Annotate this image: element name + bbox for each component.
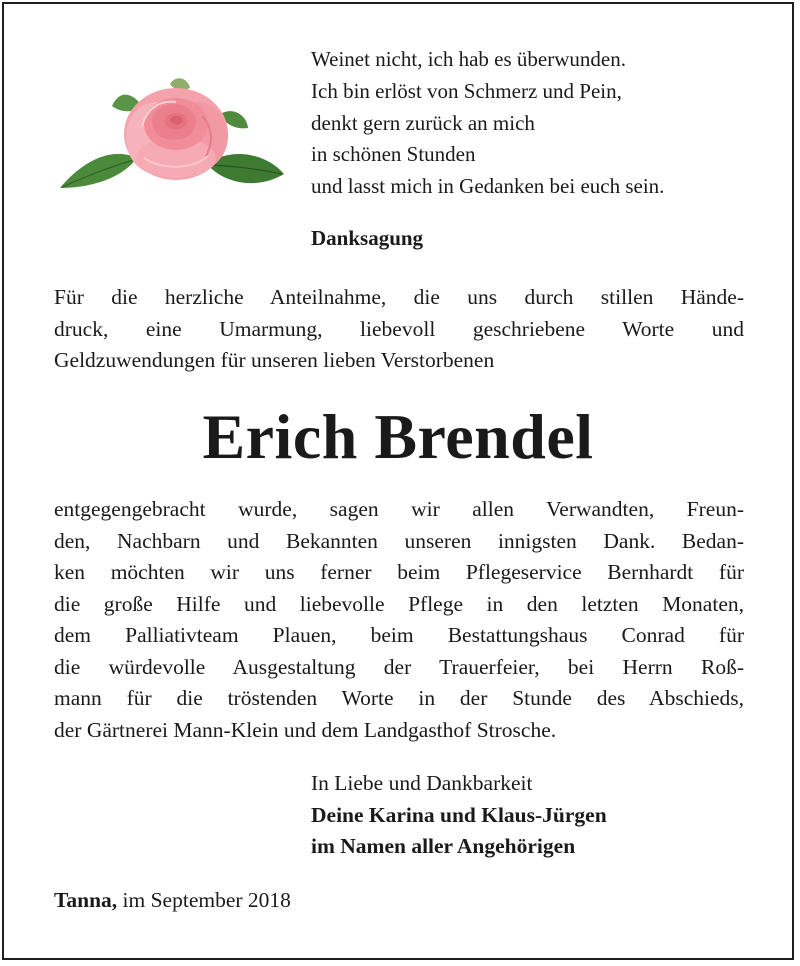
body-paragraph	[54, 494, 744, 746]
signatories: Deine Karina und Klaus-Jürgen	[311, 802, 607, 827]
body-line: der Gärtnerei Mann-Klein und dem Landgasthof Strosche.	[54, 717, 557, 742]
body-line: dem Palliativteam Plauen, beim Bestattungshaus Conrad für	[54, 623, 744, 647]
poem	[311, 44, 664, 203]
closing-line: In Liebe und Dankbarkeit	[311, 771, 533, 795]
signatories-subline: im Namen aller Angehörigen	[311, 834, 576, 858]
intro-paragraph	[54, 282, 744, 377]
place-date	[54, 888, 291, 913]
poem-line: denkt gern zurück an mich	[311, 110, 535, 135]
poem-line: und lasst mich in Gedanken bei euch sein.	[311, 174, 665, 199]
body-line: ken möchten wir uns ferner beim Pflegeservice Bernhardt für	[54, 560, 744, 584]
deceased-name: Erich Brendel	[202, 401, 594, 472]
rose-icon	[52, 66, 292, 196]
body-line: den, Nachbarn und Bekannten unseren innigsten Dank. Bedan-	[54, 528, 744, 553]
heading-danksagung: Danksagung	[311, 226, 424, 250]
place-town: Tanna,	[54, 888, 118, 912]
body-line: mann für die tröstenden Worte in der Stunde des Abschieds,	[54, 686, 744, 710]
place-date-text: im September 2018	[122, 888, 291, 912]
intro-line: Für die herzliche Anteilnahme, die uns durch stillen Hände-	[54, 285, 744, 309]
poem-line: Weinet nicht, ich hab es überwunden.	[311, 47, 626, 71]
closing-signature	[311, 768, 607, 863]
intro-line: Geldzuwendungen für unseren lieben Verstorbenen	[54, 348, 495, 372]
poem-line: Ich bin erlöst von Schmerz und Pein,	[311, 78, 622, 103]
body-line: entgegengebracht wurde, sagen wir allen Verwandten, Freun-	[54, 497, 744, 521]
body-line: die würdevolle Ausgestaltung der Trauerfeier, bei Herrn Roß-	[54, 654, 744, 679]
poem-line: in schönen Stunden	[311, 142, 476, 167]
body-line: die große Hilfe und liebevolle Pflege in den letzten Monaten,	[54, 591, 744, 616]
intro-line: druck, eine Umarmung, liebevoll geschriebene Worte und	[54, 316, 744, 341]
